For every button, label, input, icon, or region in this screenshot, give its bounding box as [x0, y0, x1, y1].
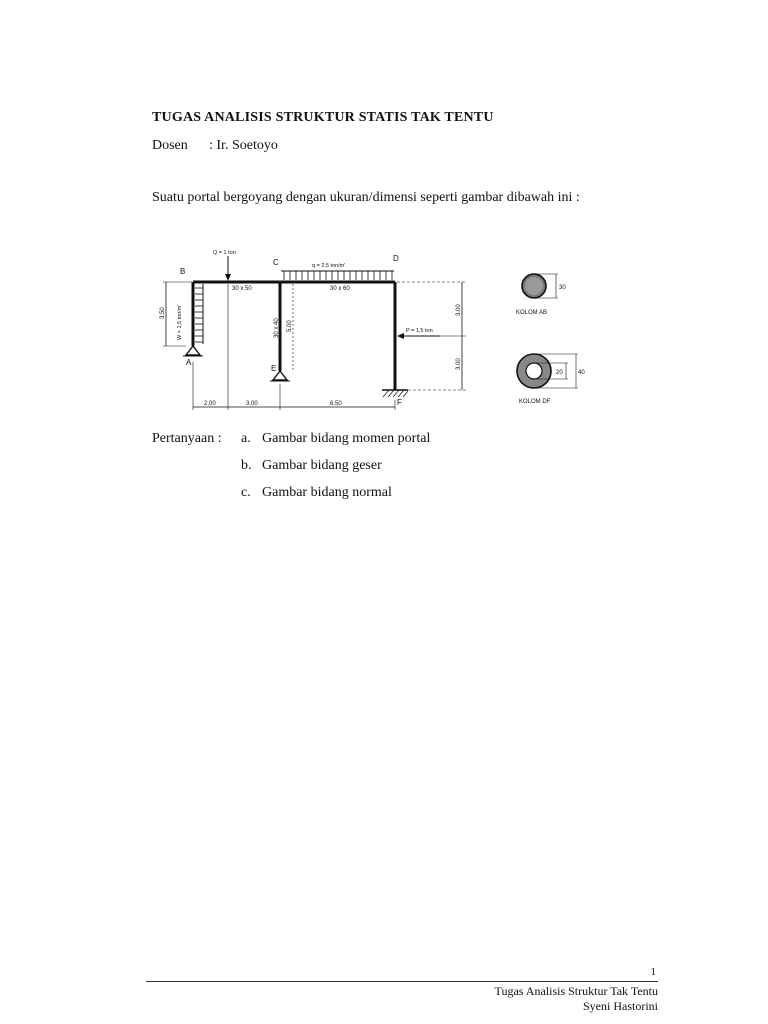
column-ce-section: 30 x 40 — [274, 318, 280, 338]
bottom-dimensions — [193, 284, 395, 410]
column-ab-section — [522, 274, 558, 298]
distributed-load-w — [195, 284, 203, 344]
lecturer-label: Dosen — [152, 138, 188, 153]
column-df-section — [517, 354, 578, 388]
lecturer-name: : Ir. Soetoyo — [209, 138, 278, 153]
fixed-support-f — [382, 390, 408, 397]
dim-right-top: 3.00 — [456, 304, 462, 316]
question-item — [241, 458, 382, 474]
dim-bottom-2: 3.00 — [246, 401, 258, 407]
column-df-inner-dim: 20 — [556, 370, 563, 376]
document-title: TUGAS ANALISIS STRUKTUR STATIS TAK TENTU — [152, 110, 494, 125]
beam-cd-section: 30 x 60 — [330, 286, 350, 292]
portal-frame-figure — [150, 244, 610, 416]
column-df-outer-dim: 40 — [578, 370, 585, 376]
dim-ce-height: 5.00 — [287, 320, 293, 332]
questions-label: Pertanyaan : — [152, 431, 222, 446]
page-number: 1 — [650, 966, 656, 978]
question-marker: c. — [241, 485, 251, 500]
node-b-label: B — [180, 267, 186, 276]
point-load-q-label: Q = 1 ton — [213, 250, 236, 256]
beam-bc-section: 30 x 50 — [232, 286, 252, 292]
node-e-label: E — [271, 364, 277, 373]
dim-right-bottom: 3.00 — [456, 358, 462, 370]
question-text: Gambar bidang normal — [262, 485, 392, 500]
distributed-load-w-label: W = 1,5 ton/m' — [177, 304, 183, 340]
dim-left-height: 3.50 — [160, 307, 166, 319]
footer-course-title: Tugas Analisis Struktur Tak Tentu — [494, 984, 658, 998]
question-text: Gambar bidang geser — [262, 458, 382, 473]
pin-support-a — [183, 346, 203, 356]
question-item — [241, 485, 392, 501]
point-load-q — [225, 256, 231, 281]
node-c-label: C — [273, 258, 279, 267]
dim-bottom-3: 6.50 — [330, 401, 342, 407]
footer-divider — [146, 981, 658, 982]
footer-author: Syeni Hastorini — [583, 999, 658, 1013]
question-marker: a. — [241, 431, 251, 446]
distributed-load-q — [281, 271, 394, 280]
column-df-label: KOLOM DF — [519, 399, 551, 405]
lecturer-line — [152, 138, 278, 154]
distributed-load-q-label: q = 2,5 ton/m' — [312, 263, 346, 269]
column-ab-dim: 30 — [559, 285, 566, 291]
node-d-label: D — [393, 254, 399, 263]
question-item — [241, 431, 430, 447]
column-ab-label: KOLOM AB — [516, 310, 548, 316]
dim-bottom-1: 2.00 — [204, 401, 216, 407]
node-f-label: F — [397, 398, 402, 407]
question-marker: b. — [241, 458, 252, 473]
question-text: Gambar bidang momen portal — [262, 431, 431, 446]
node-a-label: A — [186, 358, 192, 367]
point-load-p-label: P = 1,5 ton — [406, 328, 433, 334]
intro-text: Suatu portal bergoyang dengan ukuran/dimensi seperti gambar dibawah ini : — [152, 190, 580, 205]
